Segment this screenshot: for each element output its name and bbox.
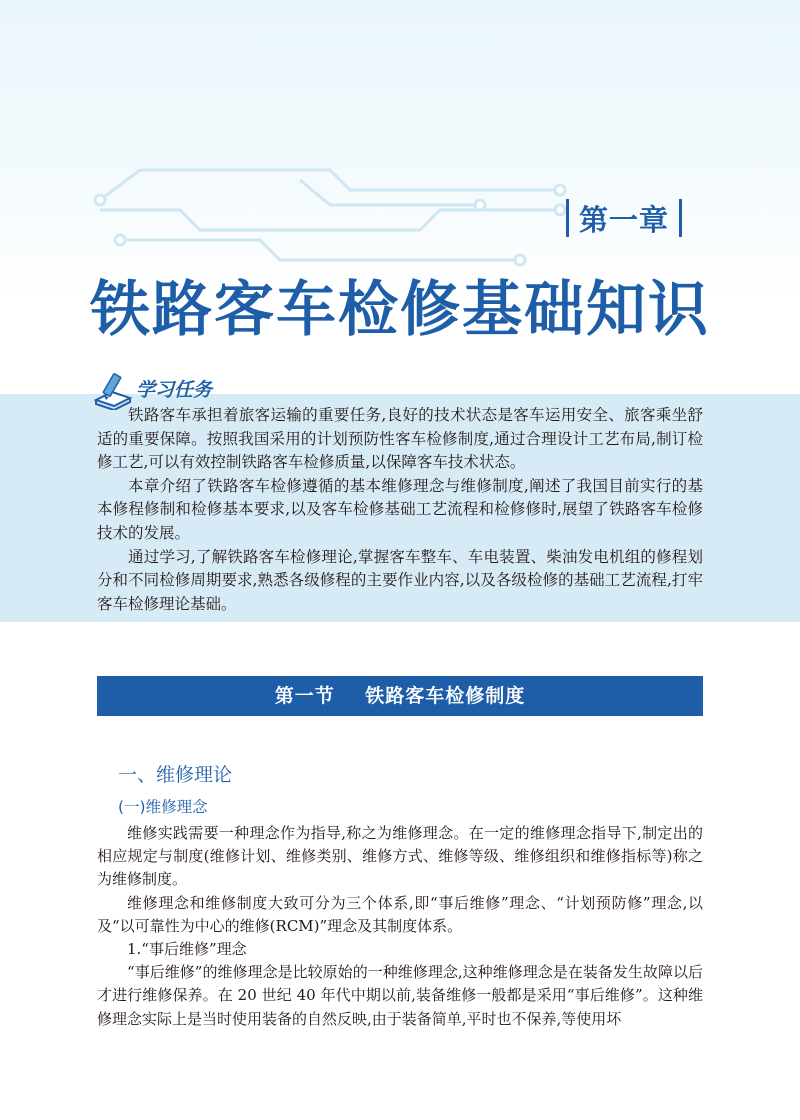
chapter-label [566, 196, 682, 240]
body-paragraph: 维修理念和维修制度大致可分为三个体系,即“事后维修”理念、“计划预防修”理念,以及“以可靠性为中心的维修(RCM)”理念及其制度体系。 [97, 893, 703, 935]
page-title: 铁路客车检修基础知识 [90, 275, 710, 345]
heading-level-1: 一、维修理论 [118, 764, 233, 786]
learning-task-paragraph: 铁路客车承担着旅客运输的重要任务,良好的技术状态是客车运用安全、旅客乘坐舒适的重要保障。按照我国采用的计划预防性客车检修制度,通过合理设计工艺布局,制订检修工艺,可以有效控制铁路客车检修质量,以保障客车技术状态。 [97, 406, 703, 472]
body-paragraph: “事后维修”的维修理念是比较原始的一种维修理念,这种维修理念是在装备发生故障以后才进行维修保养。在 20 世纪 40 年代中期以前,装备维修一般都是采用“事后维修”。这种维修理念实际上是当时使用装备的自然反映,由于装备简单,平时也不保养,等使用坏 [97, 963, 703, 1028]
learning-task-paragraph: 本章介绍了铁路客车检修遵循的基本维修理念与维修制度,阐述了我国目前实行的基本修程修制和检修基本要求,以及客车检修基础工艺流程和检修修时,展望了铁路客车检修技术的发展。 [97, 476, 703, 542]
chapter-label-text: 第一章 [579, 202, 670, 237]
chapter-label-right-bar [679, 199, 682, 237]
learning-task-paragraph: 通过学习,了解铁路客车检修理论,掌握客车整车、车电装置、柴油发电机组的修程划分和不同检修周期要求,熟悉各级修程的主要作业内容,以及各级检修的基础工艺流程,打牢客车检修理论基础。 [97, 547, 703, 613]
chapter-label-left-bar [566, 199, 569, 237]
body-paragraph: 维修实践需要一种理念作为指导,称之为维修理念。在一定的维修理念指导下,制定出的相应规定与制度(维修计划、维修类别、维修方式、维修等级、维修组织和维修指标等)称之为维修制度。 [97, 824, 703, 889]
section-banner: 第一节 铁路客车检修制度 [97, 676, 703, 716]
body-text [97, 822, 703, 1031]
learning-task-heading: 学习任务 [136, 379, 213, 401]
heading-level-2: (一)维修理念 [118, 798, 208, 816]
learning-task-text [97, 404, 703, 616]
body-subheading: 1.“事后维修”理念 [127, 940, 247, 959]
